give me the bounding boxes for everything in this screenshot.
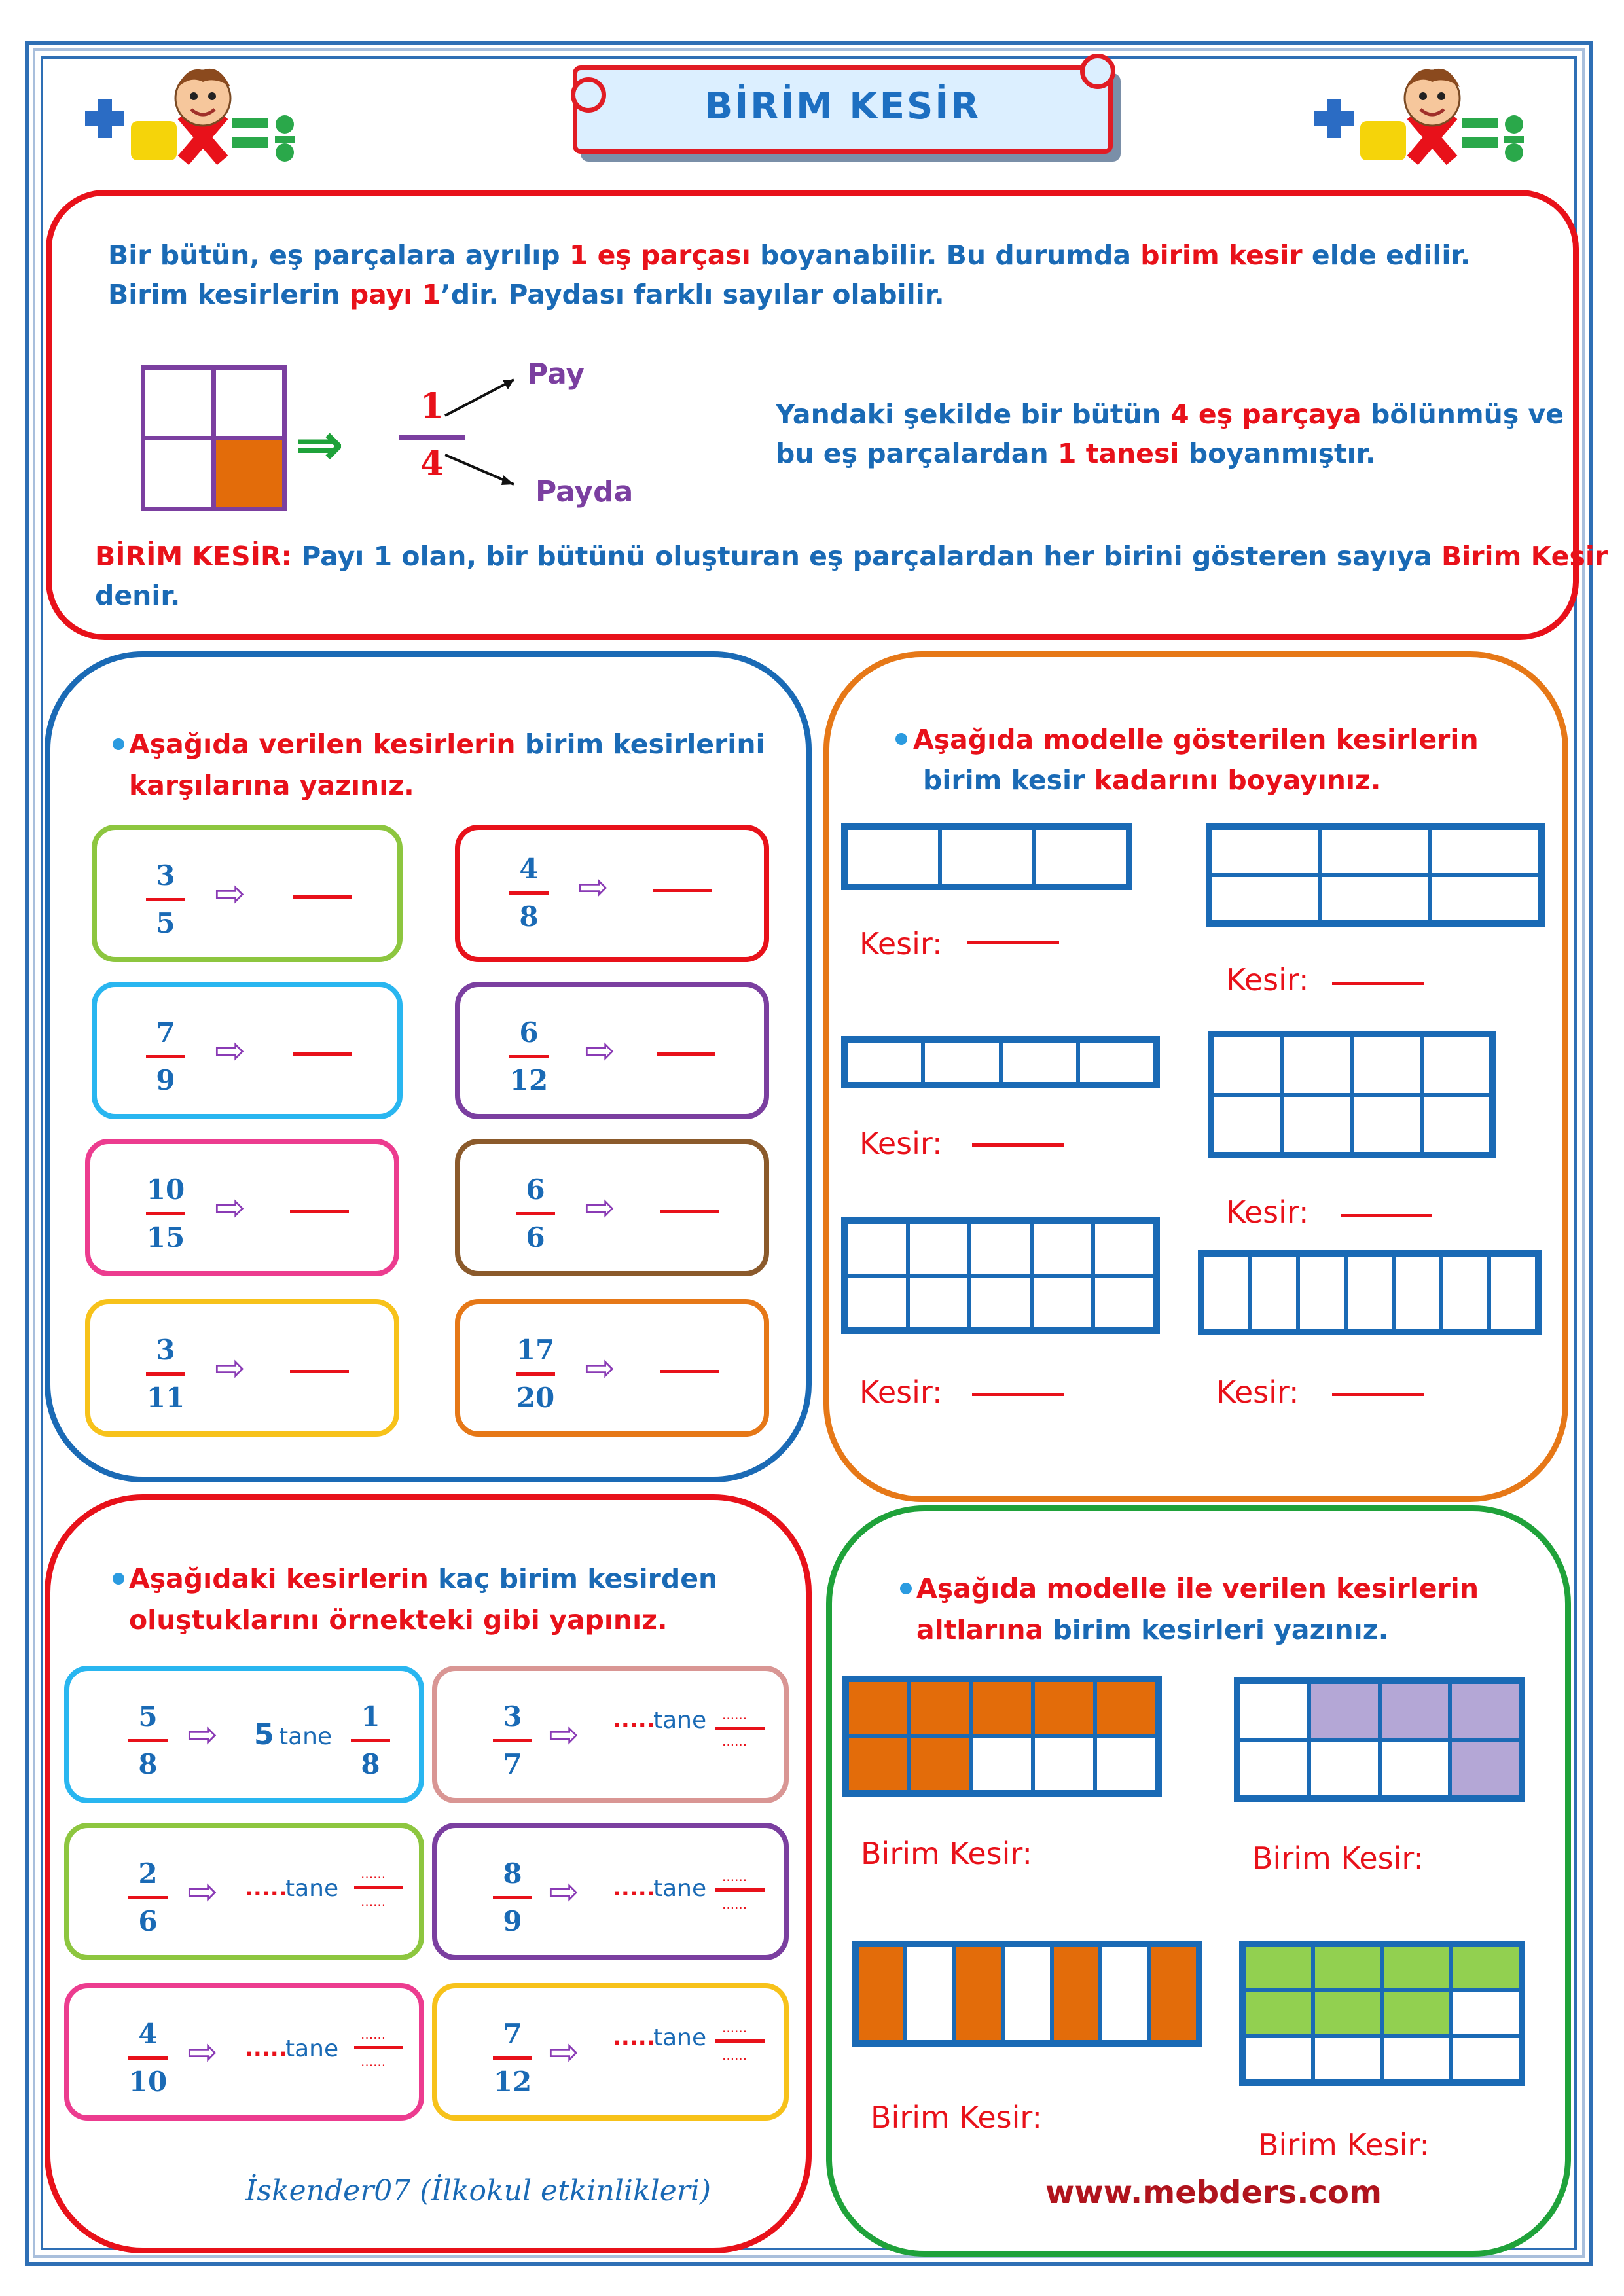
section3-instruction-1: Aşağıdaki kesirlerin kaç birim kesirden <box>129 1563 718 1594</box>
birim-kesir-label: Birim Kesir: <box>1258 2127 1430 2162</box>
double-arrow-icon: ⇨ <box>215 1187 245 1229</box>
website-link[interactable]: www.mebders.com <box>1045 2174 1382 2211</box>
fraction: 3 5 <box>139 856 192 943</box>
count-blank[interactable]: ..... <box>613 2024 655 2051</box>
example-denominator: 4 <box>420 444 444 484</box>
example-card <box>64 1666 424 1803</box>
answer-blank[interactable] <box>1332 1393 1424 1396</box>
numerator-blank[interactable]: ...... <box>361 2026 386 2042</box>
square-cell <box>211 365 287 440</box>
fraction: 8 9 <box>486 1854 539 1941</box>
fraction-card <box>85 1299 399 1437</box>
fraction-card <box>432 1823 789 1960</box>
fraction: 4 8 <box>503 850 555 937</box>
count-blank[interactable]: ..... <box>245 1875 287 1901</box>
answer-blank[interactable] <box>290 1370 349 1373</box>
fraction-model-grid[interactable] <box>841 823 1132 890</box>
double-arrow-icon: ⇨ <box>215 872 245 915</box>
math-kid-mascot-left <box>79 62 314 187</box>
numerator-blank[interactable]: ...... <box>722 1707 748 1723</box>
birim-kesir-label: Birim Kesir: <box>871 2100 1042 2135</box>
kesir-label: Kesir: <box>859 1374 943 1410</box>
fraction: 4 10 <box>128 2018 168 2098</box>
double-arrow-icon: ⇨ <box>215 1347 245 1390</box>
denominator-blank[interactable]: ...... <box>722 1896 748 1912</box>
kesir-label: Kesir: <box>1226 962 1309 997</box>
fraction: 6 6 <box>509 1170 562 1257</box>
fraction-model-grid[interactable] <box>841 1036 1160 1088</box>
bullet-icon <box>895 733 907 745</box>
fraction-model-grid <box>1234 1677 1525 1802</box>
answer-blank[interactable] <box>293 1052 352 1056</box>
fraction-card <box>64 1823 424 1960</box>
section4-instruction-1: Aşağıda modelle ile verilen kesirlerin <box>916 1573 1479 1604</box>
math-kid-mascot-right <box>1308 62 1543 187</box>
fraction-bar <box>354 2046 403 2049</box>
fraction: 3 11 <box>146 1334 185 1414</box>
double-arrow-icon: ⇨ <box>578 866 609 908</box>
fraction-card <box>455 1299 769 1437</box>
count-blank[interactable]: ..... <box>613 1875 655 1901</box>
fraction-bar <box>715 1727 765 1730</box>
fraction: 7 12 <box>493 2018 532 2098</box>
pay-label: Pay <box>527 357 585 391</box>
section1-instruction-2: karşılarına yazınız. <box>129 770 414 801</box>
denominator-blank[interactable]: ...... <box>722 2047 748 2063</box>
numerator-blank[interactable]: ...... <box>722 2020 748 2036</box>
fraction-model-grid[interactable] <box>1206 823 1545 927</box>
tane-label: tane <box>285 1875 339 1902</box>
intro-line-2: Birim kesirlerin payı 1’dir. Paydası farklı sayılar olabilir. <box>108 279 945 310</box>
fraction-card <box>432 1666 789 1803</box>
double-arrow-icon: ⇨ <box>187 1871 218 1913</box>
kesir-label: Kesir: <box>1226 1194 1309 1230</box>
fraction-model-grid[interactable] <box>841 1217 1160 1334</box>
page-title: BİRİM KESİR <box>704 85 981 128</box>
fraction-model-grid <box>1239 1941 1525 2086</box>
bullet-icon <box>900 1583 912 1594</box>
unit-count: 5 <box>254 1718 274 1751</box>
answer-blank[interactable] <box>653 889 712 892</box>
square-cell <box>141 365 216 440</box>
answer-blank[interactable] <box>290 1210 349 1213</box>
scroll-curl-right <box>1080 54 1115 89</box>
tane-label: tane <box>653 1875 707 1902</box>
bullet-icon <box>113 1573 124 1585</box>
tane-label: tane <box>279 1723 333 1750</box>
double-arrow-icon: ⇨ <box>549 2031 579 2073</box>
numerator-blank[interactable]: ...... <box>722 1869 748 1884</box>
author-credit: İskender07 (İlkokul etkinlikleri) <box>245 2174 712 2208</box>
fraction-card <box>92 982 403 1119</box>
fraction-card <box>455 1139 769 1276</box>
double-arrow-icon: ⇨ <box>585 1347 615 1390</box>
double-arrow-icon: ⇨ <box>549 1713 579 1756</box>
double-arrow-icon: ⇒ <box>295 410 344 479</box>
fraction: 10 15 <box>146 1174 185 1253</box>
double-arrow-icon: ⇨ <box>585 1030 615 1072</box>
fraction-bar <box>715 2039 765 2043</box>
kesir-label: Kesir: <box>859 1126 943 1161</box>
square-cell-shaded <box>211 436 287 511</box>
fraction: 7 9 <box>139 1013 192 1100</box>
fraction-bar <box>354 1886 403 1889</box>
tane-label: tane <box>653 2024 707 2051</box>
fraction-model-grid <box>842 1676 1162 1797</box>
fraction-card <box>64 1983 424 2121</box>
denominator-blank[interactable]: ...... <box>361 2054 386 2070</box>
answer-blank[interactable] <box>972 1143 1064 1147</box>
answer-blank[interactable] <box>660 1210 719 1213</box>
fraction-model-grid[interactable] <box>1208 1031 1496 1158</box>
section4-instruction-2: altlarına birim kesirleri yazınız. <box>916 1614 1389 1645</box>
kesir-label: Kesir: <box>859 926 943 961</box>
fraction-card <box>455 825 769 962</box>
tane-label: tane <box>653 1707 707 1734</box>
count-blank[interactable]: ..... <box>245 2036 287 2062</box>
unit-fraction: 1 8 <box>344 1697 397 1784</box>
answer-blank[interactable] <box>660 1370 719 1373</box>
fraction: 3 7 <box>486 1697 539 1784</box>
answer-blank[interactable] <box>1332 982 1424 985</box>
fraction-model-grid[interactable] <box>1198 1250 1542 1335</box>
fraction-card <box>92 825 403 962</box>
answer-blank[interactable] <box>293 895 352 899</box>
birim-kesir-label: Birim Kesir: <box>1252 1840 1424 1876</box>
fraction: 6 12 <box>509 1016 549 1096</box>
example-numerator: 1 <box>420 386 444 426</box>
payda-label: Payda <box>535 475 634 509</box>
fraction-card <box>85 1139 399 1276</box>
section2-instruction-2: birim kesir kadarını boyayınız. <box>923 764 1381 796</box>
answer-blank[interactable] <box>1341 1214 1432 1217</box>
double-arrow-icon: ⇨ <box>549 1871 579 1913</box>
fraction: 17 20 <box>516 1334 555 1414</box>
fraction: 2 6 <box>122 1854 174 1941</box>
section3-instruction-2: oluştuklarını örnekteki gibi yapınız. <box>129 1604 668 1636</box>
section2-instruction-1: Aşağıda modelle gösterilen kesirlerin <box>913 724 1479 755</box>
double-arrow-icon: ⇨ <box>187 1713 218 1756</box>
square-cell <box>141 436 216 511</box>
fraction-card <box>432 1983 789 2121</box>
count-blank[interactable]: ..... <box>613 1707 655 1733</box>
fraction: 5 8 <box>122 1697 174 1784</box>
answer-blank[interactable] <box>972 1393 1064 1396</box>
double-arrow-icon: ⇨ <box>585 1187 615 1229</box>
definition-line-1: BİRİM KESİR: Payı 1 olan, bir bütünü oluşturan eş parçalardan her birini gösteren sayıya Birim Kesir <box>95 541 1608 572</box>
double-arrow-icon: ⇨ <box>187 2031 218 2073</box>
double-arrow-icon: ⇨ <box>215 1030 245 1072</box>
intro-line-1: Bir bütün, eş parçalara ayrılıp 1 eş parçası boyanabilir. Bu durumda birim kesir elde edilir. <box>108 240 1471 271</box>
fraction-bar <box>715 1888 765 1892</box>
birim-kesir-label: Birim Kesir: <box>861 1836 1032 1871</box>
definition-line-2: denir. <box>95 580 181 611</box>
numerator-blank[interactable]: ...... <box>361 1866 386 1882</box>
denominator-blank[interactable]: ...... <box>722 1733 748 1749</box>
answer-blank[interactable] <box>967 941 1059 944</box>
kesir-label: Kesir: <box>1216 1374 1299 1410</box>
tane-label: tane <box>285 2036 339 2062</box>
fraction-card <box>455 982 769 1119</box>
pointer-arrows <box>439 357 537 488</box>
model-desc-line-2: bu eş parçalardan 1 tanesi boyanmıştır. <box>776 438 1376 469</box>
denominator-blank[interactable]: ...... <box>361 1893 386 1909</box>
answer-blank[interactable] <box>657 1052 715 1056</box>
fraction-model-grid <box>852 1941 1202 2047</box>
bullet-icon <box>113 738 124 750</box>
model-desc-line-1: Yandaki şekilde bir bütün 4 eş parçaya bölünmüş ve <box>776 399 1564 430</box>
section1-instruction-1: Aşağıda verilen kesirlerin birim kesirlerini <box>129 728 765 760</box>
